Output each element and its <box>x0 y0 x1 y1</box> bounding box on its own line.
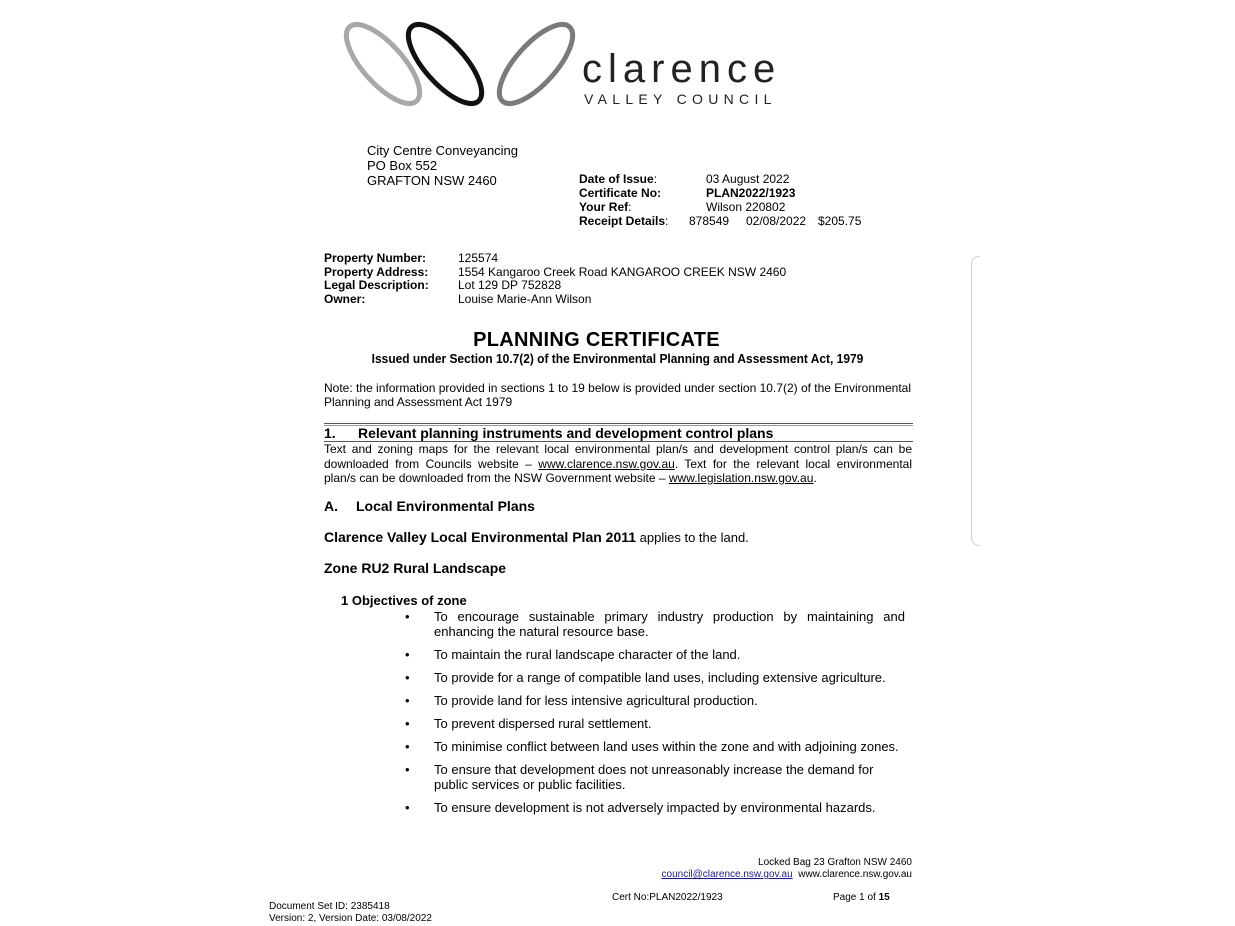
zone-title: Zone RU2 Rural Landscape <box>324 560 507 576</box>
section-a-letter: A. <box>324 498 338 514</box>
bullet-icon: • <box>405 762 410 777</box>
objective-text: To prevent dispersed rural settlement. <box>434 716 652 731</box>
section-1-text: . <box>813 471 817 485</box>
receipt-details-label: Receipt Details <box>579 214 666 228</box>
legal-description-value: Lot 129 DP 752828 <box>458 278 562 292</box>
bullet-icon: • <box>405 800 410 815</box>
section-a-heading <box>324 498 535 514</box>
addressee-block <box>367 143 518 188</box>
page-number <box>833 892 890 904</box>
property-number-label: Property Number: <box>324 251 427 265</box>
addressee-line: City Centre Conveyancing <box>367 143 519 158</box>
list-item <box>405 609 905 639</box>
objective-text: To provide for a range of compatible land uses, including extensive agriculture. <box>434 670 886 685</box>
footer-cert-no: Cert No:PLAN2022/1923 <box>612 892 723 903</box>
receipt-date: 02/08/2022 <box>746 214 807 228</box>
issue-details: Date of Issue: 03 August 2022 Certificate No: PLAN2022/1923 Your Ref: Wilson 220802 Receipt Details: 878549 02/08/2022 $205.75 <box>579 172 862 228</box>
council-email-link[interactable]: council@clarence.nsw.gov.au <box>661 869 793 880</box>
objectives-title: 1 Objectives of zone <box>341 593 467 608</box>
page-subtitle: Issued under Section 10.7(2) of the Environmental Planning and Assessment Act, 1979 <box>371 351 864 366</box>
section-1-text: . Text for the relevant local environmental plan/s can be downloaded from the NSW Government website – <box>324 456 912 485</box>
page-total: 15 <box>878 892 890 903</box>
list-item <box>405 693 905 708</box>
property-number-value: 125574 <box>458 251 499 265</box>
bullet-icon: • <box>405 693 410 708</box>
document-set-id: Document Set ID: 2385418 <box>269 901 390 912</box>
bullet-icon: • <box>405 647 410 662</box>
objective-text: To ensure that development does not unreasonably increase the demand for public services or public facilities. <box>434 762 874 792</box>
list-item <box>405 762 905 792</box>
lep-suffix: applies to the land. <box>636 530 749 545</box>
logo-rings-graphic <box>338 18 583 113</box>
objective-text: To provide land for less intensive agricultural production. <box>434 693 758 708</box>
logo-ring-left <box>338 18 431 113</box>
section-a-title: Local Environmental Plans <box>356 498 535 514</box>
council-logo <box>338 18 808 113</box>
logo-wordmark: clarence <box>582 47 782 91</box>
footer-address: Locked Bag 23 Grafton NSW 2460 <box>758 857 912 868</box>
objectives-list <box>405 609 905 823</box>
footer-contact <box>612 869 912 881</box>
note-line: Planning and Assessment Act 1979 <box>324 395 513 409</box>
lep-statement <box>324 529 749 545</box>
list-item <box>405 716 905 731</box>
receipt-amount: $205.75 <box>818 214 862 228</box>
legislation-website-link[interactable]: www.legislation.nsw.gov.au <box>668 471 814 485</box>
owner-label: Owner: <box>324 291 366 306</box>
objective-text: To ensure development is not adversely impacted by environmental hazards. <box>434 800 876 815</box>
date-of-issue-value: 03 August 2022 <box>706 172 790 186</box>
section-1-number: 1. <box>324 425 336 441</box>
list-item <box>405 739 905 754</box>
section-1-heading <box>324 425 913 441</box>
objective-text: To encourage sustainable primary industry production by maintaining and enhancing the natural resource base. <box>434 609 905 639</box>
lep-name: Clarence Valley Local Environmental Plan 2011 <box>324 529 637 545</box>
note-line: Note: the information provided in sections 1 to 19 below is provided under section 10.7(2) of the Environmental <box>324 381 912 395</box>
your-ref-value: Wilson 220802 <box>706 200 786 214</box>
property-address-value: 1554 Kangaroo Creek Road KANGAROO CREEK NSW 2460 <box>458 264 787 279</box>
logo-ring-right <box>488 18 583 113</box>
owner-value: Louise Marie-Ann Wilson <box>458 291 592 306</box>
addressee-line: GRAFTON NSW 2460 <box>367 173 497 188</box>
receipt-number: 878549 <box>689 214 730 228</box>
your-ref-label: Your Ref <box>579 200 629 214</box>
addressee-line: PO Box 552 <box>367 158 438 173</box>
property-details <box>324 251 924 305</box>
certificate-no-label: Certificate No: <box>579 186 662 200</box>
bullet-icon: • <box>405 716 410 731</box>
section-1-body <box>324 442 912 486</box>
version-info: Version: 2, Version Date: 03/08/2022 <box>269 913 432 924</box>
council-website-link[interactable]: www.clarence.nsw.gov.au <box>538 456 675 471</box>
footer-website: www.clarence.nsw.gov.au <box>798 869 912 880</box>
legal-description-label: Legal Description: <box>324 278 429 292</box>
bullet-icon: • <box>405 609 410 624</box>
certificate-no-value: PLAN2022/1923 <box>706 186 796 200</box>
list-item <box>405 800 905 815</box>
objective-text: To minimise conflict between land uses within the zone and with adjoining zones. <box>434 739 899 754</box>
page-number-prefix: Page 1 of <box>833 892 879 903</box>
property-address-label: Property Address: <box>324 264 429 279</box>
note-paragraph <box>324 381 924 409</box>
bullet-icon: • <box>405 670 410 685</box>
logo-subtitle: VALLEY COUNCIL <box>584 91 777 107</box>
page-edge-bracket <box>971 256 980 546</box>
section-1-text: Text and zoning maps for the relevant local environmental plan/s and development control plan/s can be downloaded from Councils website – <box>324 442 912 471</box>
list-item <box>405 647 905 662</box>
page-title: PLANNING CERTIFICATE <box>473 329 720 351</box>
section-rule-top <box>324 423 913 424</box>
section-1-title: Relevant planning instruments and development control plans <box>358 425 774 441</box>
list-item <box>405 670 905 685</box>
bullet-icon: • <box>405 739 410 754</box>
objective-text: To maintain the rural landscape character of the land. <box>434 647 741 662</box>
date-of-issue-label: Date of Issue <box>579 172 654 186</box>
